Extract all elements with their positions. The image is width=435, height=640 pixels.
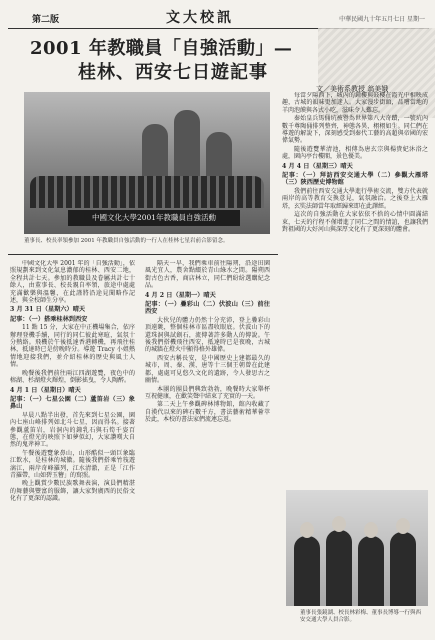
article-column-middle [145, 260, 270, 634]
paragraph: 西安古稱長安，是中國歷史上建都最久的城市，周、秦、漢、唐等十三個王朝曾在此建都，處處可見悠久文化的遺跡，令人發思古之幽情。 [145, 354, 270, 385]
paragraph: 這次的自強活動在大家依依不捨的心情中圓滿結束，七天的行程不僅增進了同仁之間的情誼，也讓我們對祖國的大好河山與深厚文化有了更深刻的體會。 [282, 211, 428, 233]
person [358, 536, 384, 606]
photo-banner: 中國文化大學2001年教職員自強活動 [68, 210, 240, 226]
person [294, 536, 320, 606]
section-heading: 3 月 31 日（星期六）晴天 [10, 306, 86, 314]
group-crowd [30, 176, 264, 208]
group-photo [24, 92, 270, 234]
section-heading: 記事：（一）拜訪西安交通大學（二）參觀大雁塔（三）陝西歷史博物館 [282, 172, 428, 187]
article-column-left [10, 260, 135, 634]
section-heading: 4 月 2 日（星期一）晴天 [145, 291, 216, 299]
edition-label: 第二版 [32, 15, 60, 25]
paragraph: 中國文化大學 2001 年的「自強活動」，依照規劃來到文化氣息濃郁的桂林、西安二地，全程共計七天。參加的教職員及眷屬共計七十餘人，由董事長、校長親自率領，旅途中處處充滿歡樂與溫馨，在此謹將沿途見聞略作記述，與全校師生分享。 [10, 260, 135, 305]
paragraph: 午餐後遊覽象鼻山，山形酷似一頭巨象臨江飲水，是桂林的城徽。隨後我們搭乘竹筏遊漓江，兩岸奇峰羅列，江水清澈，正是「江作青羅帶，山如碧玉簪」的寫照。 [10, 449, 135, 479]
issue-date: 中華民國九十年五月七日 星期一 [339, 16, 425, 23]
paragraph: 每當夕陽西下，城內的鐘樓與鼓樓在霞光中相映成趣，古城的韻味更加迷人。大家漫步街頭，品嚐當地的羊肉泡饃與各式小吃，滋味令人難忘。 [282, 92, 428, 114]
photo-caption: 董事長、校長率領參加 2001 年教職員自強活動的一行人在桂林七星岩前合影留念。 [24, 238, 229, 244]
section-heading: 4 月 4 日（星期三）晴天 [282, 162, 353, 170]
page-header [8, 6, 429, 29]
article-column-right [282, 92, 428, 484]
paragraph: 第二天上午參觀碑林博物館，館內收藏了自漢代以來的碑石數千方，書法藝術精華薈萃於此，本校的書法家們流連忘返。 [145, 401, 270, 424]
paragraph: 本團的團員們興致勃勃，晚餐時大家舉杯互祝健康，在歡笑聲中結束了充實的一天。 [145, 385, 270, 400]
paragraph: 11 點 15 分，大家在中正機場集合，依序辦理登機手續，同行的同仁彼此寒暄，氣氛十分熱絡。飛機於午後抵達香港轉機，再飛往桂林，抵達時已是傍晚時分。導遊 Tracy 小姐熱情地迎接我們，並介紹桂林的歷史與風土人情。 [10, 324, 135, 369]
section-heading: 記事：（一）搭乘桂林到西安 [10, 315, 88, 323]
paragraph: 隔天一早，我們乘車前往陽朔，沿途田園風光宜人，農舍點綴於青山綠水之間。陽朔西街古色古香，商店林立，同仁們紛紛選購紀念品。 [145, 260, 270, 290]
meeting-photo [286, 490, 428, 606]
headline-line-1: 2001 年教職員「自強活動」— [30, 38, 293, 59]
meeting-caption: 董事長張鏡湖、校長林彩梅、董事長博導一行與西安交通大學人員合影。 [300, 610, 422, 623]
paragraph: 晚餐後我們前往兩江四湖遊覽，夜色中的榕湖、杉湖燈火輝煌，倒影搖曳，令人陶醉。 [10, 369, 135, 385]
author-byline: 文／美術系教授 翁美娥 [316, 85, 389, 93]
section-heading: 4 月 1 日（星期日）晴天 [10, 386, 81, 394]
karst-peak [142, 124, 168, 182]
karst-peak [174, 110, 200, 182]
paragraph: 秦始皇兵馬俑坑被譽為世界第八大奇蹟，一號坑內數千尊陶俑排列整齊，神態各異，栩栩如生。同仁們在導遊的解說下，深刻感受到秦代工藝的高超與帝國的宏偉氣勢。 [282, 115, 428, 145]
karst-peak [206, 132, 232, 182]
masthead: 文大校訊 [166, 10, 234, 26]
paragraph: 晚上觀賞少數民族歌舞表演，演員們精湛的舞藝與豐富的服飾，讓大家對廣西的民俗文化有了更深的認識。 [10, 480, 135, 503]
paragraph: 隨後遊覽華清池，相傳為唐玄宗與楊貴妃沐浴之處，園內亭台樓閣，景色優美。 [282, 145, 428, 161]
person [390, 532, 416, 606]
paragraph: 早晨八點半出發，首先來到七星公園，園內七座山峰排列如北斗七星，因而得名。接著參觀蘆笛岩，岩洞內的鐘乳石與石筍千姿百態，在燈光的映照下如夢似幻，大家讚嘆大自然的鬼斧神工。 [10, 411, 135, 449]
section-heading: 記事：（一）七星公園（二）蘆笛岩（三）象鼻山 [10, 395, 135, 411]
divider [8, 254, 278, 255]
paragraph: 我們前往西安交通大學進行學術交流，雙方代表就兩岸的高等教育交換意見，氣氛融洽。之後登上大雁塔，玄奘法師當年取經歸來即在此譯經。 [282, 187, 428, 210]
section-heading: 記事：（一）疊彩山（二）伏波山（三）前往西安 [145, 301, 270, 316]
paragraph: 大伙兒的體力仍然十分充沛，登上疊彩山頂遠眺，整個桂林市區盡收眼底。伏波山下的還珠洞與試劍石，流傳著許多動人的傳說。午後我們搭機飛往西安，抵達時已是夜晚，古城的城牆在燈火中顯得格外雄偉。 [145, 316, 270, 354]
person [326, 530, 352, 606]
headline-line-2: 桂林、西安七日遊記事 [78, 62, 268, 83]
